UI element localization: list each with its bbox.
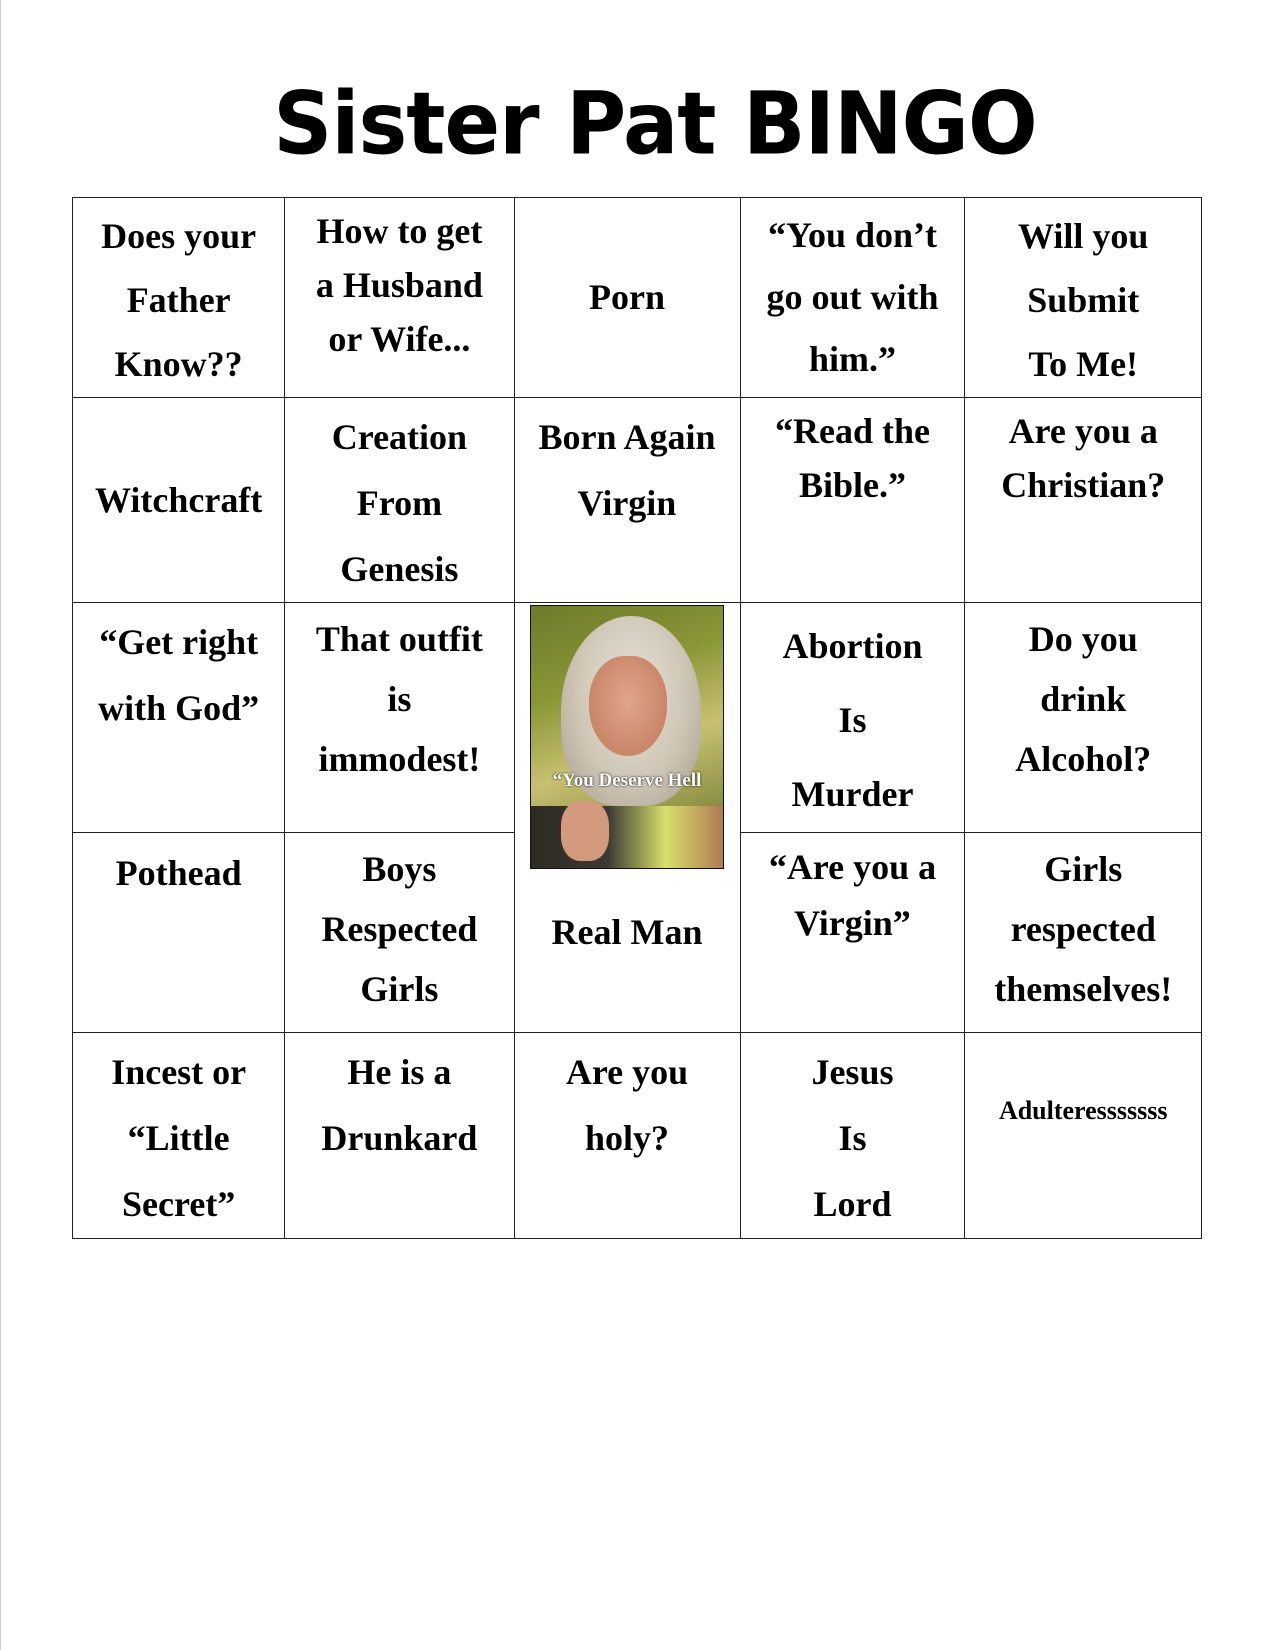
bingo-cell[interactable] [73, 603, 285, 833]
bingo-cell[interactable] [285, 198, 514, 398]
bingo-cell[interactable] [965, 832, 1202, 1033]
bingo-cell[interactable] [740, 603, 965, 833]
bingo-cell-text: Born Again Virgin [538, 416, 716, 523]
bingo-cell[interactable] [285, 397, 514, 603]
bingo-cell-text: That outfit is immodest! [315, 619, 483, 780]
bingo-cell[interactable] [514, 198, 740, 398]
bingo-cell[interactable] [73, 198, 285, 398]
bingo-cell-text: Jesus Is Lord [811, 1052, 894, 1225]
bingo-cell-text: “You don’t go out with him.” [766, 215, 939, 379]
photo-face [589, 656, 667, 756]
bingo-cell-text: Are you holy? [565, 1052, 689, 1159]
bingo-cell[interactable] [73, 832, 285, 1033]
page-edge [0, 0, 1, 1650]
bingo-cell-text: How to get a Husband or Wife... [315, 211, 483, 359]
bingo-cell[interactable] [965, 603, 1202, 833]
bingo-cell[interactable] [73, 1033, 285, 1239]
bingo-cell[interactable] [285, 1033, 514, 1239]
bingo-cell-text: Girls respected themselves! [994, 848, 1173, 1009]
bingo-cell[interactable] [514, 1033, 740, 1239]
bingo-cell-text: Do you drink Alcohol? [1015, 619, 1152, 780]
bingo-cell[interactable] [965, 397, 1202, 603]
bingo-cell-text: Real Man [551, 912, 703, 953]
bingo-cell-text: Witchcraft [95, 479, 263, 520]
bingo-cell-text: Incest or “Little Secret” [111, 1052, 247, 1225]
bingo-cell[interactable] [285, 603, 514, 833]
bingo-cell-text: Adulteresssssss [998, 1096, 1168, 1126]
bingo-cell-text: Pothead [115, 852, 242, 893]
bingo-cell[interactable] [285, 832, 514, 1033]
bingo-cell[interactable] [965, 198, 1202, 398]
photo-hand [561, 801, 609, 861]
bingo-cell-text: Porn [589, 277, 665, 318]
bingo-cell-text: Will you Submit To Me! [1018, 216, 1149, 384]
bingo-cell-text: Does your Father Know?? [101, 216, 257, 384]
bingo-cell-text: “Are you a Virgin” [768, 846, 937, 943]
bingo-cell[interactable] [740, 832, 965, 1033]
bingo-cell-text: “Get right with God” [98, 622, 260, 729]
bingo-cell[interactable] [73, 397, 285, 603]
bingo-cell[interactable] [740, 1033, 965, 1239]
bingo-cell[interactable] [740, 397, 965, 603]
bingo-cell-text: Are you a Christian? [1001, 410, 1166, 505]
bingo-cell[interactable] [514, 397, 740, 603]
bingo-cell-text: Abortion Is Murder [782, 626, 923, 815]
free-space-photo [530, 605, 724, 869]
photo-caption: “You Deserve Hell [552, 770, 702, 791]
photo-clothing [531, 806, 723, 868]
page-title: Sister Pat BINGO [273, 74, 1037, 175]
bingo-cell-text: Boys Respected Girls [321, 848, 478, 1009]
bingo-cell-text: He is a Drunkard [321, 1052, 478, 1159]
bingo-cell[interactable] [740, 198, 965, 398]
bingo-cell[interactable] [965, 1033, 1202, 1239]
bingo-cell-text: Creation From Genesis [331, 416, 468, 589]
bingo-cell-text: “Read the Bible.” [774, 410, 930, 505]
